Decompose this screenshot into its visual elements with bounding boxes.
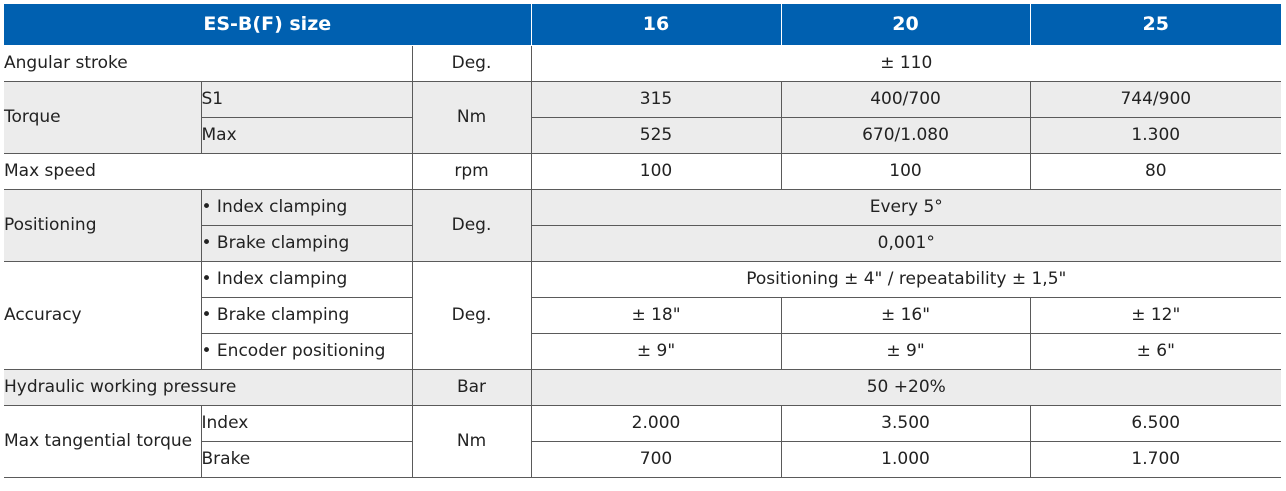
value-cell: 50 +20% — [531, 369, 1281, 405]
header-row — [4, 4, 1281, 45]
table-row — [4, 45, 1281, 81]
value-cell: 400/700 — [781, 81, 1030, 117]
unit-cell: Nm — [412, 405, 531, 477]
table-row — [4, 81, 1281, 117]
value-cell: ± 110 — [531, 45, 1281, 81]
row-label: Accuracy — [4, 261, 201, 369]
unit-cell: Nm — [412, 81, 531, 153]
value-cell: 1.700 — [1030, 441, 1281, 477]
row-label: Angular stroke — [4, 45, 412, 81]
table-row — [4, 153, 1281, 189]
sub-label: • Index clamping — [201, 189, 412, 225]
unit-cell: Deg. — [412, 45, 531, 81]
table-row — [4, 261, 1281, 297]
value-cell: 315 — [531, 81, 781, 117]
size-header: 25 — [1030, 4, 1281, 45]
value-cell: ± 16" — [781, 297, 1030, 333]
value-cell: 744/900 — [1030, 81, 1281, 117]
size-header: 20 — [781, 4, 1030, 45]
row-label: Torque — [4, 81, 201, 153]
unit-cell: Deg. — [412, 189, 531, 261]
value-cell: 1.300 — [1030, 117, 1281, 153]
value-cell: Every 5° — [531, 189, 1281, 225]
sub-label: Max — [201, 117, 412, 153]
value-cell: 80 — [1030, 153, 1281, 189]
sub-label: Brake — [201, 441, 412, 477]
sub-label: Index — [201, 405, 412, 441]
value-cell: 1.000 — [781, 441, 1030, 477]
value-cell: 3.500 — [781, 405, 1030, 441]
row-label: Hydraulic working pressure — [4, 369, 412, 405]
unit-cell: rpm — [412, 153, 531, 189]
value-cell: 670/1.080 — [781, 117, 1030, 153]
sub-label: S1 — [201, 81, 412, 117]
value-cell: ± 12" — [1030, 297, 1281, 333]
value-cell: 100 — [781, 153, 1030, 189]
sub-label: • Index clamping — [201, 261, 412, 297]
value-cell: ± 18" — [531, 297, 781, 333]
value-cell: ± 6" — [1030, 333, 1281, 369]
sub-label: • Brake clamping — [201, 225, 412, 261]
value-cell: 525 — [531, 117, 781, 153]
unit-cell: Deg. — [412, 261, 531, 369]
row-label: Max tangential torque — [4, 405, 201, 477]
table-row — [4, 369, 1281, 405]
size-header: 16 — [531, 4, 781, 45]
value-cell: 100 — [531, 153, 781, 189]
unit-cell: Bar — [412, 369, 531, 405]
row-label: Positioning — [4, 189, 201, 261]
table-row — [4, 189, 1281, 225]
value-cell: 6.500 — [1030, 405, 1281, 441]
value-cell: 0,001° — [531, 225, 1281, 261]
sub-label: • Brake clamping — [201, 297, 412, 333]
sub-label: • Encoder positioning — [201, 333, 412, 369]
value-cell: 700 — [531, 441, 781, 477]
table-title: ES-B(F) size — [4, 4, 531, 45]
value-cell: Positioning ± 4" / repeatability ± 1,5" — [531, 261, 1281, 297]
value-cell: 2.000 — [531, 405, 781, 441]
value-cell: ± 9" — [781, 333, 1030, 369]
spec-table — [4, 4, 1281, 478]
table-row — [4, 405, 1281, 441]
row-label: Max speed — [4, 153, 412, 189]
value-cell: ± 9" — [531, 333, 781, 369]
